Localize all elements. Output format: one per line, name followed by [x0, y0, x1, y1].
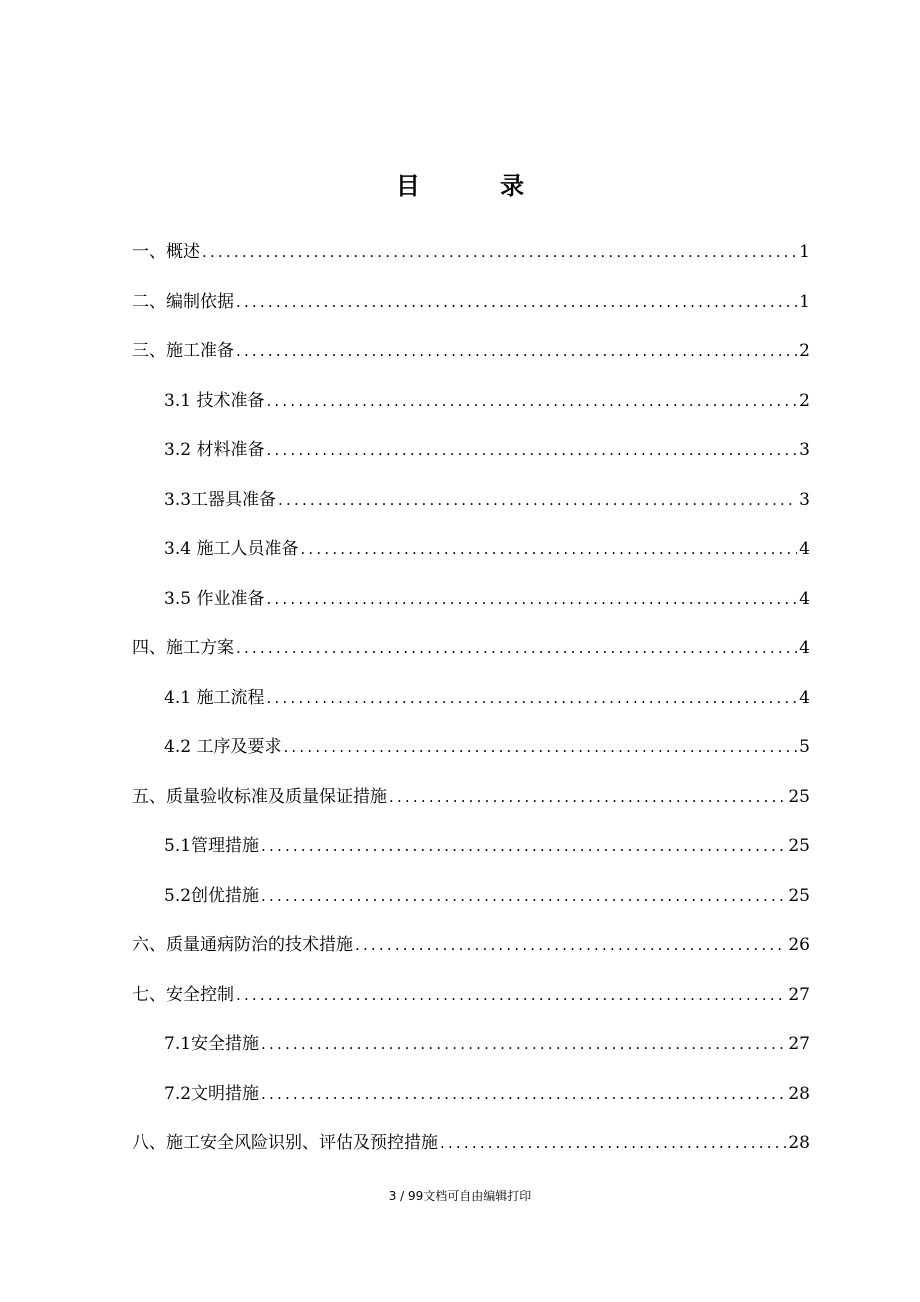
toc-entry-page: 3 — [799, 489, 810, 510]
toc-entry-page: 4 — [799, 539, 810, 559]
toc-list — [132, 234, 810, 1175]
toc-entry-page: 2 — [799, 341, 810, 361]
toc-dot-leader — [266, 432, 797, 468]
toc-entry-label: 八、施工安全风险识别、评估及预控措施 — [132, 1133, 438, 1153]
toc-title: 目 录 — [395, 172, 561, 200]
toc-entry-label: 3.4 施工人员准备 — [164, 539, 299, 559]
toc-entry-label: 7.1安全措施 — [164, 1034, 260, 1054]
toc-entry-label: 一、概述 — [132, 242, 200, 262]
toc-entry-label: 3.2 材料准备 — [164, 440, 265, 460]
toc-dot-leader — [236, 977, 786, 1013]
toc-entry-label: 五、质量验收标准及质量保证措施 — [132, 786, 387, 807]
toc-entry-page: 28 — [788, 1083, 810, 1104]
toc-dot-leader — [261, 828, 786, 864]
toc-entry[interactable] — [132, 878, 810, 928]
toc-dot-leader — [266, 581, 797, 617]
toc-dot-leader — [202, 234, 797, 270]
page-footer: 3 / 99文档可自由编辑打印 — [388, 1189, 532, 1203]
toc-entry[interactable] — [132, 1076, 810, 1126]
toc-entry[interactable] — [132, 828, 810, 878]
toc-entry-page: 25 — [788, 885, 810, 906]
toc-dot-leader — [389, 779, 786, 815]
toc-entry[interactable] — [132, 581, 810, 631]
toc-entry-page: 2 — [799, 390, 810, 411]
toc-entry-page: 25 — [788, 836, 810, 856]
toc-entry[interactable] — [132, 779, 810, 829]
toc-entry-label: 3.3工器具准备 — [164, 489, 277, 510]
toc-entry-label: 4.2 工序及要求 — [164, 737, 282, 757]
toc-entry-label: 5.2创优措施 — [164, 885, 260, 906]
toc-entry[interactable] — [132, 1125, 810, 1175]
toc-dot-leader — [355, 927, 786, 963]
toc-entry-page: 28 — [788, 1133, 810, 1153]
toc-entry[interactable] — [132, 333, 810, 383]
toc-entry-label: 7.2文明措施 — [164, 1083, 260, 1104]
toc-dot-leader — [236, 333, 797, 369]
toc-entry-page: 4 — [799, 687, 810, 708]
toc-dot-leader — [440, 1125, 786, 1161]
toc-entry-label: 三、施工准备 — [132, 341, 234, 361]
toc-entry-page: 25 — [788, 786, 810, 807]
toc-dot-leader — [278, 482, 797, 518]
toc-entry[interactable] — [132, 432, 810, 482]
toc-entry-page: 4 — [799, 638, 810, 658]
toc-dot-leader — [300, 531, 797, 567]
toc-entry-label: 六、质量通病防治的技术措施 — [132, 935, 353, 955]
toc-entry[interactable] — [132, 1026, 810, 1076]
toc-entry-page: 26 — [788, 935, 810, 955]
toc-entry-page: 27 — [788, 1034, 810, 1054]
toc-entry-label: 3.5 作业准备 — [164, 588, 265, 609]
toc-dot-leader — [236, 630, 797, 666]
toc-entry-page: 1 — [799, 242, 810, 262]
toc-entry-page: 1 — [799, 291, 810, 312]
toc-entry-label: 七、安全控制 — [132, 984, 234, 1005]
toc-entry[interactable] — [132, 383, 810, 433]
toc-entry-page: 4 — [799, 588, 810, 609]
toc-entry[interactable] — [132, 630, 810, 680]
toc-dot-leader — [266, 680, 797, 716]
toc-entry-label: 四、施工方案 — [132, 638, 234, 658]
toc-entry[interactable] — [132, 729, 810, 779]
toc-dot-leader — [236, 284, 797, 320]
toc-entry-page: 27 — [788, 984, 810, 1005]
toc-entry-page: 5 — [799, 737, 810, 757]
toc-entry[interactable] — [132, 531, 810, 581]
toc-entry[interactable] — [132, 284, 810, 334]
toc-entry-label: 二、编制依据 — [132, 291, 234, 312]
toc-dot-leader — [261, 1026, 786, 1062]
toc-entry[interactable] — [132, 680, 810, 730]
toc-entry[interactable] — [132, 927, 810, 977]
toc-entry[interactable] — [132, 977, 810, 1027]
toc-dot-leader — [283, 729, 797, 765]
toc-dot-leader — [261, 1076, 786, 1112]
toc-entry-label: 3.1 技术准备 — [164, 390, 265, 411]
toc-entry[interactable] — [132, 482, 810, 532]
toc-entry-page: 3 — [799, 440, 810, 460]
toc-entry-label: 5.1管理措施 — [164, 836, 260, 856]
toc-dot-leader — [266, 383, 797, 419]
toc-entry[interactable] — [132, 234, 810, 284]
toc-entry-label: 4.1 施工流程 — [164, 687, 265, 708]
toc-dot-leader — [261, 878, 786, 914]
